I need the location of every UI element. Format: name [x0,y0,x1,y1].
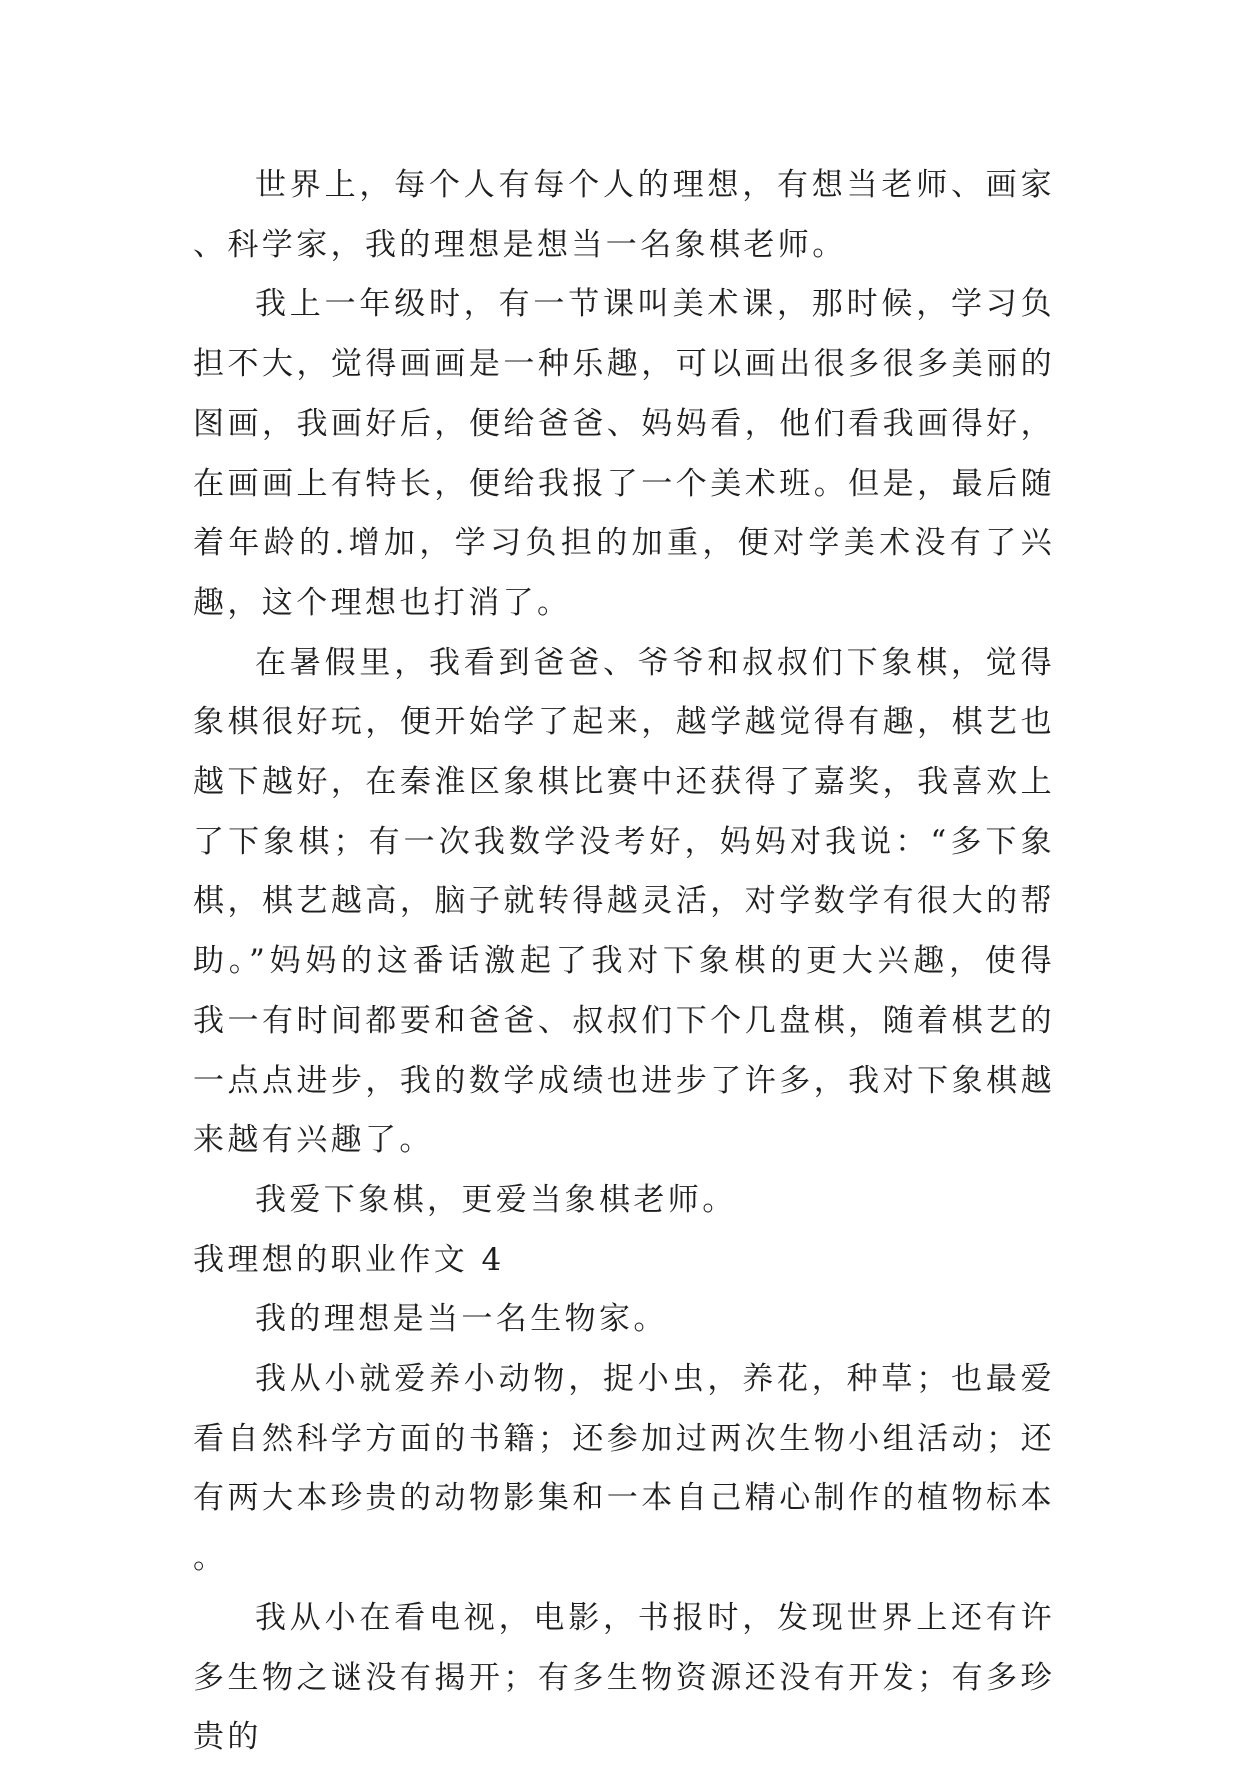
paragraph: 世界上，每个人有每个人的理想，有想当老师、画家、科学家，我的理想是想当一名象棋老师。 [193,167,1055,263]
paragraph: 我上一年级时，有一节课叫美术课，那时候，学习负担不大，觉得画画是一种乐趣，可以画出很多很多美丽的图画，我画好后，便给爸爸、妈妈看，他们看我画得好，在画画上有特长，便给我报了一个美术班。但是，最后随着年龄的.增加，学习负担的加重，便对学美术没有了兴趣，这个理想也打消了。 [193,286,1055,621]
paragraph: 我的理想是当一名生物家。 [255,1301,668,1338]
paragraph: 我爱下象棋，更爱当象棋老师。 [255,1181,737,1218]
document-page [193,156,1055,1768]
paragraph: 我从小在看电视，电影，书报时，发现世界上还有许多生物之谜没有揭开；有多生物资源还没有开发；有多珍贵的 [193,1599,1055,1756]
paragraph: 在暑假里，我看到爸爸、爷爷和叔叔们下象棋，觉得象棋很好玩，便开始学了起来，越学越觉得有趣，棋艺也越下越好，在秦淮区象棋比赛中还获得了嘉奖，我喜欢上了下象棋；有一次我数学没考好，妈妈对我说：“多下象棋，棋艺越高，脑子就转得越灵活，对学数学有很大的帮助。”妈妈的这番话激起了我对下象棋的更大兴趣，使得我一有时间都要和爸爸、叔叔们下个几盘棋，随着棋艺的一点点进步，我的数学成绩也进步了许多，我对下象棋越来越有兴趣了。 [193,644,1055,1159]
section-heading: 我理想的职业作文 4 [193,1241,505,1278]
paragraph: 我从小就爱养小动物，捉小虫，养花，种草；也最爱看自然科学方面的书籍；还参加过两次生物小组活动；还有两大本珍贵的动物影集和一本自己精心制作的植物标本。 [193,1361,1055,1577]
